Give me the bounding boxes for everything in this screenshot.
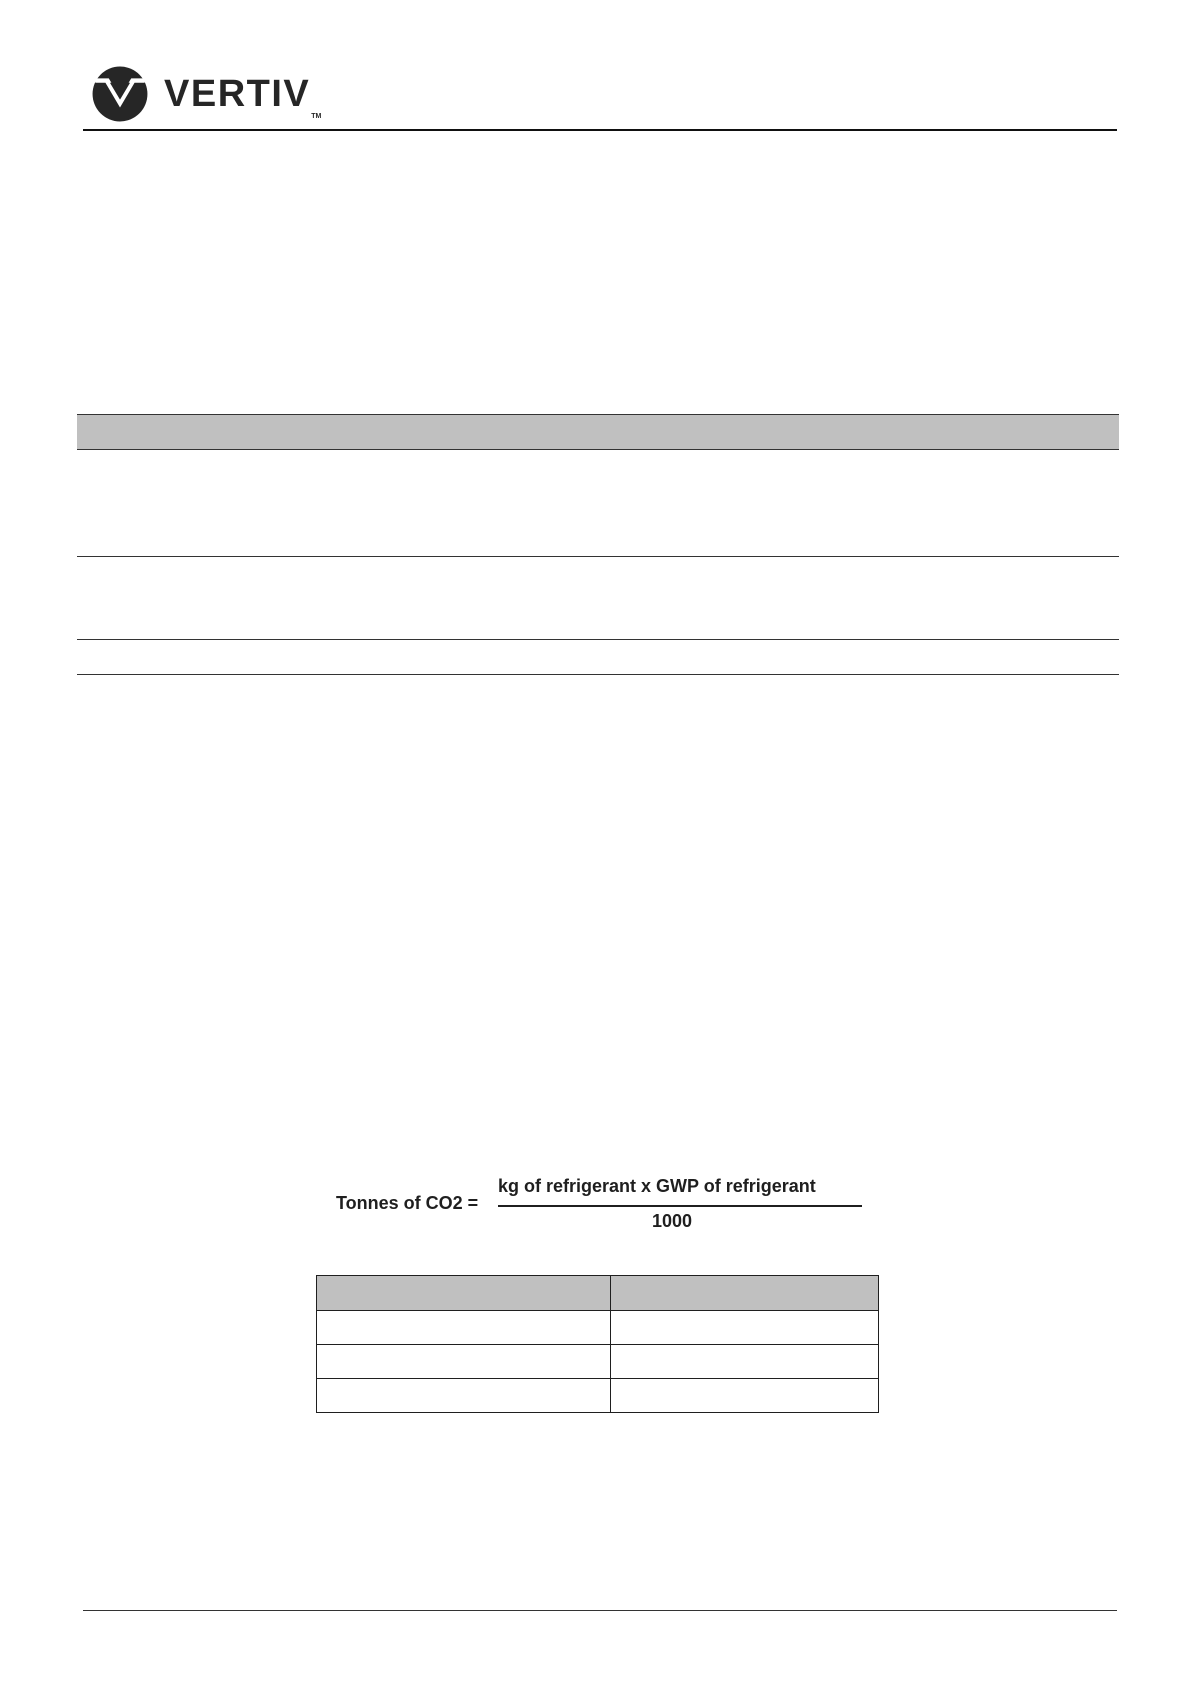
header-divider	[83, 129, 1117, 131]
table-header-cell	[611, 1276, 879, 1311]
formula-numerator: kg of refrigerant x GWP of refrigerant	[498, 1176, 816, 1196]
table-row	[317, 1311, 879, 1345]
fraction-bar	[498, 1205, 862, 1207]
table-cell	[317, 1345, 611, 1379]
table-header-row	[317, 1276, 879, 1311]
table-cell	[317, 1379, 611, 1413]
table-header-row	[77, 415, 1119, 450]
table-row	[77, 640, 1119, 675]
table-row	[77, 557, 1119, 640]
table-cell	[77, 557, 1119, 640]
formula-lhs: Tonnes of CO2 =	[336, 1193, 479, 1213]
formula-denominator: 1000	[652, 1211, 693, 1231]
brand-wordmark	[164, 73, 322, 120]
table-header-cell	[317, 1276, 611, 1311]
table-cell	[77, 450, 1119, 557]
upper-table	[77, 414, 1119, 675]
table-cell	[611, 1345, 879, 1379]
table-row	[317, 1345, 879, 1379]
vertiv-logo	[92, 66, 321, 122]
table-row	[317, 1379, 879, 1413]
co2-formula	[336, 1172, 866, 1236]
vertiv-logo-mark-icon	[92, 66, 148, 122]
table-cell	[77, 640, 1119, 675]
footer-divider	[83, 1610, 1117, 1611]
table-cell	[611, 1379, 879, 1413]
trademark-symbol: TM	[311, 113, 322, 120]
brand-name: VERTIV	[164, 73, 311, 115]
table-row	[77, 450, 1119, 557]
table-cell	[317, 1311, 611, 1345]
table-cell	[611, 1311, 879, 1345]
lower-table	[316, 1275, 879, 1413]
table-header-cell	[77, 415, 1119, 450]
page-header	[0, 0, 1191, 135]
